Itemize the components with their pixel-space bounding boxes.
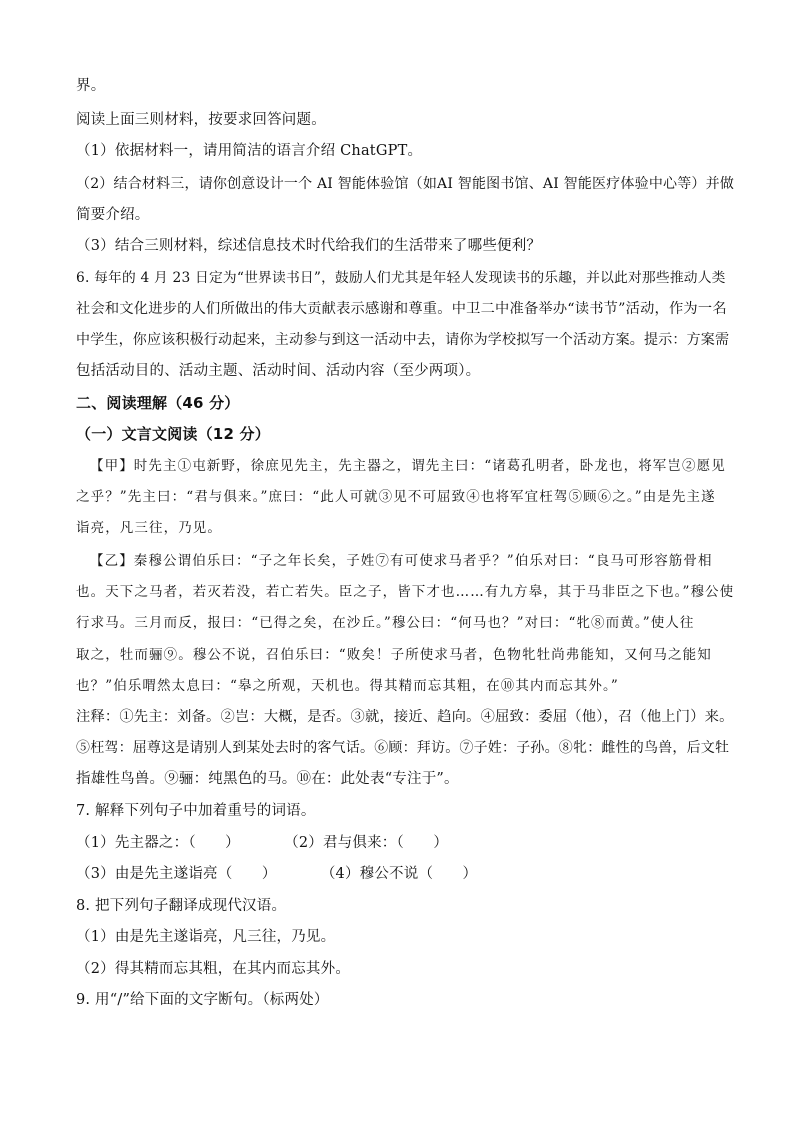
annotation-line-1: 注释：①先主：刘备。②岂：大概，是否。③就，接近、趋向。④屈致：委屈（他），召（他上门）来。 — [76, 709, 734, 725]
question-7: 7. 解释下列句子中加着重号的词语。 — [76, 803, 316, 819]
question-9: 9. 用“/”给下面的文字断句。（标两处） — [76, 992, 329, 1008]
passage-jia-line-1: 【甲】时先主①屯新野，徐庶见先主，先主器之，谓先主曰：“诸葛孔明者，卧龙也，将军岂②愿见 — [90, 458, 726, 474]
question-5-1: （1）依据材料一，请用简洁的语言介绍 ChatGPT。 — [76, 143, 423, 159]
question-5-2: （2）结合材料三，请你创意设计一个 AI 智能体验馆（如AI 智能图书馆、AI 智能医疗体验中心等）并做 — [76, 176, 735, 192]
question-6-line-2: 社会和文化进步的人们所做出的伟大贡献表示感谢和尊重。中卫二中准备举办“读书节”活动，作为一名 — [76, 301, 727, 317]
text-line-continuation: 界。 — [76, 78, 106, 94]
question-8-2: （2）得其精而忘其粗，在其内而忘其外。 — [76, 961, 351, 977]
question-5-2-cont: 简要介绍。 — [76, 207, 150, 223]
passage-jia-line-3: 诣亮，凡三往，乃见。 — [76, 520, 222, 536]
annotation-line-3: 指雄性鸟兽。⑨骊：纯黑色的马。⑩在：此处表“专注于”。 — [76, 771, 459, 787]
question-8-1: （1）由是先主遂诣亮，凡三往，乃见。 — [76, 929, 336, 945]
section-heading-reading: 二、阅读理解（46 分） — [76, 394, 240, 412]
question-6-line-1: 6. 每年的 4 月 23 日定为“世界读书日”，鼓励人们尤其是年轻人发现读书的乐趣，并以此对那些推动人类 — [76, 270, 726, 286]
passage-yi-line-3: 行求马。三月而反，报曰：“已得之矣，在沙丘。”穆公曰：“何马也？”对曰：“牝⑧而黄。”使人往 — [76, 615, 695, 631]
question-8: 8. 把下列句子翻译成现代汉语。 — [76, 898, 287, 914]
question-7-items-a: （1）先主器之：（ ） （2）君与俱来：（ ） — [76, 835, 449, 851]
annotation-line-2: ⑤枉驾：屈尊这是请别人到某处去时的客气话。⑥顾：拜访。⑦子姓：子孙。⑧牝：雌性的鸟兽，后文牡 — [76, 740, 730, 756]
subsection-heading-classical: （一）文言文阅读（12 分） — [76, 425, 270, 443]
passage-yi-line-4: 取之，牡而骊⑨。穆公不说，召伯乐曰：“败矣！子所使求马者，色物牝牡尚弗能知，又何马之能知 — [76, 647, 712, 663]
instruction-line: 阅读上面三则材料，按要求回答问题。 — [76, 112, 326, 128]
passage-yi-line-1: 【乙】秦穆公谓伯乐曰：“子之年长矣，子姓⑦有可使求马者乎？”伯乐对曰：“良马可形容筋骨相 — [90, 553, 713, 569]
question-7-items-b: （3）由是先主遂诣亮（ ） （4）穆公不说（ ） — [76, 866, 478, 882]
passage-yi-line-2: 也。天下之马者，若灭若没，若亡若失。臣之子，皆下才也……有九方皋，其于马非臣之下也。”穆公使 — [76, 584, 735, 600]
question-6-line-3: 中学生，你应该积极行动起来，主动参与到这一活动中去，请你为学校拟写一个活动方案。提示：方案需 — [76, 332, 730, 348]
question-5-3: （3）结合三则材料，综述信息技术时代给我们的生活带来了哪些便利？ — [76, 238, 542, 254]
question-6-line-4: 包括活动目的、活动主题、活动时间、活动内容（至少两项）。 — [76, 363, 481, 379]
passage-yi-line-5: 也？”伯乐喟然太息曰：“皋之所观，天机也。得其精而忘其粗，在⑩其内而忘其外。” — [76, 678, 619, 694]
passage-jia-line-2: 之乎？”先主曰：“君与俱来。”庶曰：“此人可就③见不可屈致④也将军宜枉驾⑤顾⑥之。”由是先主遂 — [76, 489, 716, 505]
